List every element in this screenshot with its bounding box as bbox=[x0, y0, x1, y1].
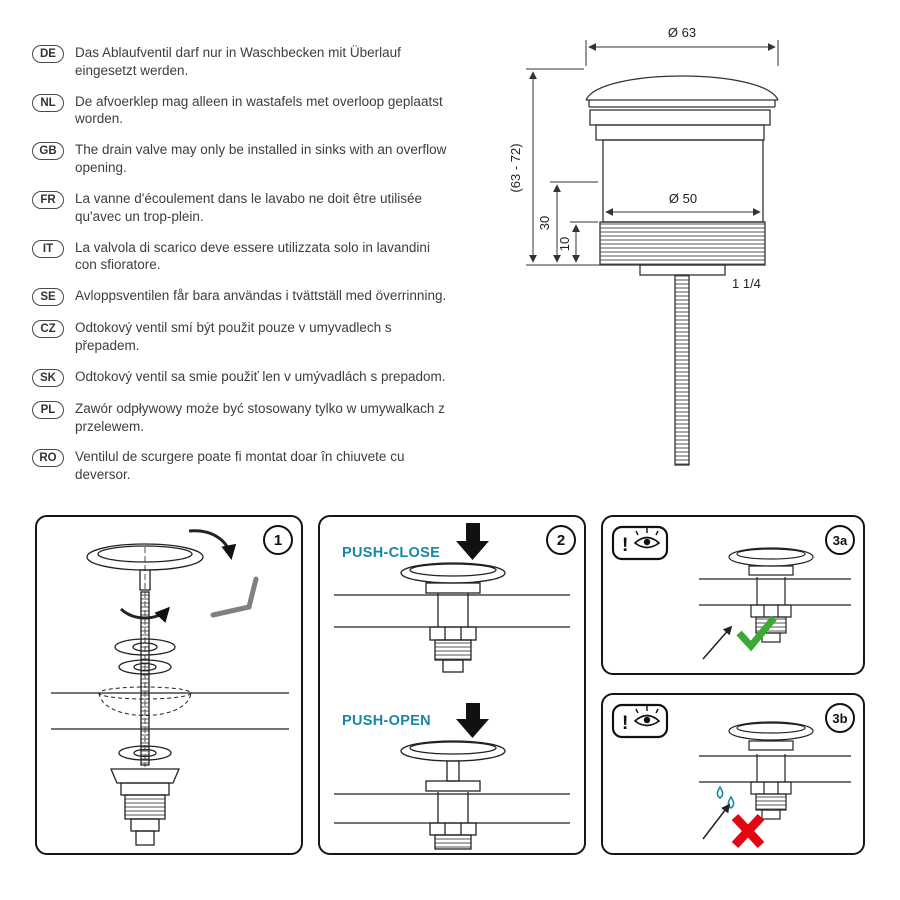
push-down-arrow-icon bbox=[456, 703, 489, 738]
attention-eye-icon bbox=[613, 705, 667, 737]
pointer-arrow-icon bbox=[703, 627, 731, 659]
panel-push-function bbox=[318, 515, 586, 855]
language-text: The drain valve may only be installed in sinks with an overflow opening. bbox=[75, 142, 447, 176]
panel-check-correct bbox=[601, 515, 865, 675]
valve-tailpiece bbox=[443, 660, 463, 672]
dim-body-height: 30 bbox=[537, 215, 552, 231]
dim-thread-height: 10 bbox=[557, 236, 572, 252]
language-row bbox=[32, 448, 472, 484]
push-down-arrow-icon bbox=[456, 523, 489, 560]
language-text: Das Ablaufventil darf nur in Waschbecken mit Überlauf eingesetzt werden. bbox=[75, 45, 401, 78]
attention-mark: ! bbox=[622, 713, 629, 734]
dim-body-diameter: Ø 50 bbox=[668, 191, 698, 206]
language-row bbox=[32, 400, 472, 436]
language-code-badge: DE bbox=[32, 45, 64, 63]
dim-total-height: (63 - 72) bbox=[508, 143, 523, 193]
dim-thread-height-lines bbox=[570, 222, 598, 262]
language-code-badge: FR bbox=[32, 191, 64, 209]
valve-nut bbox=[751, 782, 791, 794]
panel-assembly bbox=[35, 515, 303, 855]
water-drops-icon bbox=[717, 787, 733, 808]
valve-flange bbox=[426, 583, 480, 593]
valve-tailpiece bbox=[136, 831, 154, 845]
valve-tailpiece bbox=[762, 810, 780, 819]
valve-nut bbox=[751, 605, 791, 617]
language-text: La vanne d'écoulement dans le lavabo ne doit être utilisée qu'avec un trop-plein. bbox=[75, 190, 423, 224]
panel-number-badge: 1 bbox=[263, 525, 293, 555]
language-row bbox=[32, 239, 472, 275]
panel-check-wrong bbox=[601, 693, 865, 855]
panel-number-badge: 2 bbox=[546, 525, 576, 555]
correct-installation-diagram bbox=[603, 517, 863, 673]
valve-thread bbox=[435, 640, 471, 660]
language-row bbox=[32, 287, 472, 306]
language-code-badge: NL bbox=[32, 94, 64, 112]
dim-cap-diameter: Ø 63 bbox=[667, 25, 697, 40]
valve-nut bbox=[430, 627, 476, 640]
cross-icon bbox=[735, 817, 761, 845]
valve-flange bbox=[590, 110, 770, 125]
valve-body-flange bbox=[111, 769, 179, 783]
language-code-badge: CZ bbox=[32, 320, 64, 338]
pointer-arrow-icon bbox=[703, 805, 729, 839]
language-code-badge: SK bbox=[32, 369, 64, 387]
language-text: La valvola di scarico deve essere utilizzata solo in lavandini con sfioratore. bbox=[75, 239, 430, 273]
language-text: Zawór odpływowy może być stosowany tylko w umywalkach z przelewem. bbox=[75, 400, 445, 434]
language-code-badge: PL bbox=[32, 401, 64, 419]
valve-thread bbox=[756, 794, 786, 810]
language-code-badge: IT bbox=[32, 240, 64, 258]
hex-key-icon bbox=[213, 579, 256, 615]
language-row bbox=[32, 190, 472, 226]
valve-body-thread bbox=[125, 795, 165, 819]
valve-threaded-rod bbox=[675, 275, 689, 465]
push-close-label: PUSH-CLOSE bbox=[342, 545, 441, 561]
valve-stem bbox=[447, 761, 459, 781]
language-code-badge: GB bbox=[32, 142, 64, 160]
push-function-diagram bbox=[320, 517, 584, 853]
wrong-installation-diagram bbox=[603, 695, 863, 853]
valve-thread-section bbox=[600, 222, 765, 265]
attention-eye-icon bbox=[613, 527, 667, 559]
language-text: Avloppsventilen får bara användas i tvättställ med överrinning. bbox=[75, 288, 447, 304]
panel-number-badge: 3b bbox=[825, 703, 855, 733]
dim-thread-size: 1 1/4 bbox=[732, 276, 761, 291]
valve-outline bbox=[586, 76, 778, 465]
valve-flange bbox=[749, 741, 793, 750]
language-row bbox=[32, 368, 472, 387]
valve-nut bbox=[430, 823, 476, 835]
valve-diagram bbox=[699, 722, 851, 819]
rotate-cap-arrow-icon bbox=[189, 531, 231, 557]
attention-mark: ! bbox=[622, 535, 629, 556]
language-text: Odtokový ventil sa smie použiť len v umývadlách s prepadom. bbox=[75, 368, 446, 384]
language-text: De afvoerklep mag alleen in wastafels met overloop geplaatst worden. bbox=[75, 93, 443, 127]
language-code-badge: SE bbox=[32, 288, 64, 306]
language-row bbox=[32, 93, 472, 129]
dim-total-height-lines bbox=[526, 69, 600, 265]
language-text: Ventilul de scurgere poate fi montat doar în chiuvete cu deversor. bbox=[75, 449, 405, 483]
language-row bbox=[32, 141, 472, 177]
valve-body bbox=[603, 140, 763, 222]
language-code-badge: RO bbox=[32, 449, 64, 467]
dim-cap-diameter-lines bbox=[586, 40, 778, 66]
language-row bbox=[32, 319, 472, 355]
valve-flange bbox=[749, 566, 793, 575]
valve-thread bbox=[435, 835, 471, 849]
language-instructions bbox=[32, 44, 472, 497]
valve-flange bbox=[426, 781, 480, 791]
language-text: Odtokový ventil smí být použit pouze v umyvadlech s přepadem. bbox=[75, 320, 392, 353]
language-row bbox=[32, 44, 472, 80]
valve-cap bbox=[586, 76, 778, 100]
exploded-assembly-diagram bbox=[37, 517, 301, 853]
panel-number-badge: 3a bbox=[825, 525, 855, 555]
technical-drawing bbox=[500, 22, 890, 487]
push-open-label: PUSH-OPEN bbox=[342, 713, 431, 729]
valve-diagram bbox=[699, 548, 851, 642]
